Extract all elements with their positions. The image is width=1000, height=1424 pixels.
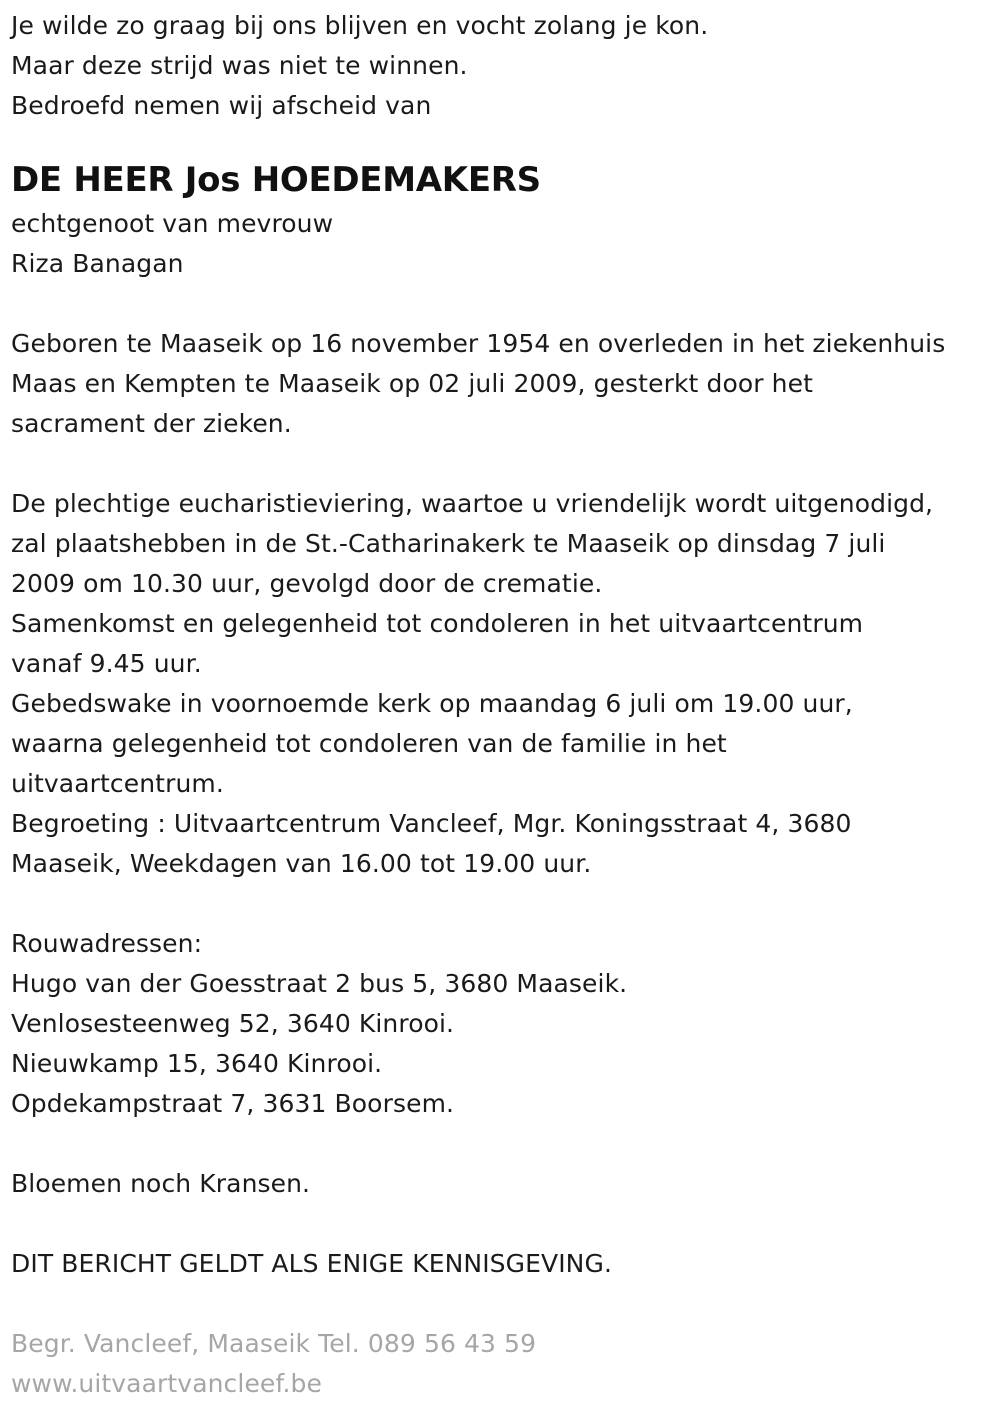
footer-company-line: Begr. Vancleef, Maaseik Tel. 089 56 43 59 [11,1329,537,1358]
address-item: Venlosesteenweg 52, 3640 Kinrooi. [11,1009,455,1038]
spacer [11,444,996,484]
intro-line: Maar deze strijd was niet te winnen. [11,51,468,80]
ceremony-line: Maaseik, Weekdagen van 16.00 tot 19.00 uur. [11,849,592,878]
spacer [11,126,996,152]
footer [11,1324,996,1404]
address-item: Opdekampstraat 7, 3631 Boorsem. [11,1089,455,1118]
flowers-note: Bloemen noch Kransen. [11,1169,311,1198]
spacer [11,1284,996,1324]
obituary-document [11,6,996,1404]
ceremony-line: waarna gelegenheid tot condoleren van de familie in het [11,729,727,758]
intro-line: Bedroefd nemen wij afscheid van [11,91,432,120]
notice-text: DIT BERICHT GELDT ALS ENIGE KENNISGEVING. [11,1249,612,1278]
ceremony-line: De plechtige eucharistieviering, waartoe u vriendelijk wordt uitgenodigd, [11,489,934,518]
intro-line: Je wilde zo graag bij ons blijven en vocht zolang je kon. [11,11,709,40]
ceremony-line: Samenkomst en gelegenheid tot condoleren in het uitvaartcentrum [11,609,864,638]
address-item: Nieuwkamp 15, 3640 Kinrooi. [11,1049,383,1078]
spacer [11,1204,996,1244]
footer-website-link[interactable]: www.uitvaartvancleef.be [11,1369,322,1398]
spacer [11,284,996,324]
spouse-name: Riza Banagan [11,249,184,278]
birth-death-line: Geboren te Maaseik op 16 november 1954 en overleden in het ziekenhuis [11,329,946,358]
ceremony-line: vanaf 9.45 uur. [11,649,202,678]
spacer [11,1124,996,1164]
ceremony-line: Begroeting : Uitvaartcentrum Vancleef, Mgr. Koningsstraat 4, 3680 [11,809,852,838]
address-item: Hugo van der Goesstraat 2 bus 5, 3680 Maaseik. [11,969,628,998]
deceased-name: DE HEER Jos HOEDEMAKERS [11,160,541,200]
ceremony-line: zal plaatshebben in de St.-Catharinakerk te Maaseik op dinsdag 7 juli [11,529,886,558]
birth-death-line: Maas en Kempten te Maaseik op 02 juli 2009, gesterkt door het [11,369,813,398]
ceremony-line: 2009 om 10.30 uur, gevolgd door de crematie. [11,569,603,598]
deceased-block [11,156,996,284]
addresses-block [11,924,996,1124]
addresses-heading: Rouwadressen: [11,929,203,958]
ceremony-line: uitvaartcentrum. [11,769,224,798]
spacer [11,884,996,924]
birth-death-block [11,324,996,444]
ceremony-line: Gebedswake in voornoemde kerk op maandag 6 juli om 19.00 uur, [11,689,853,718]
birth-death-line: sacrament der zieken. [11,409,292,438]
relation-text: echtgenoot van mevrouw [11,209,334,238]
ceremony-block [11,484,996,884]
intro-block [11,6,996,126]
